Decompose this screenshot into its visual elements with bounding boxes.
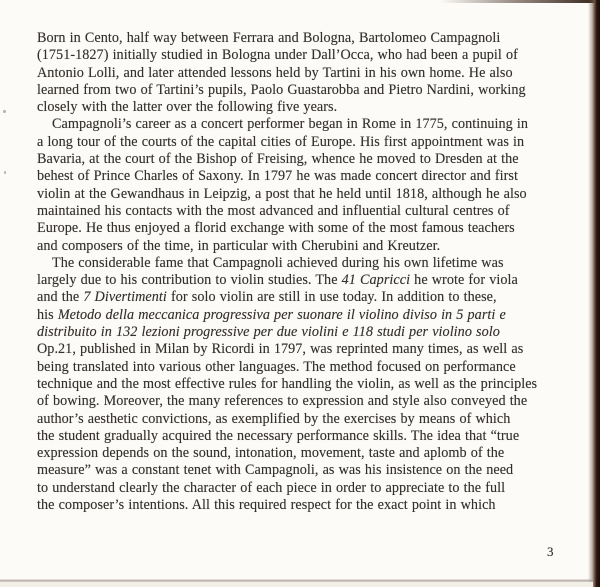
italic-text-segment: distribuito in 132 lezioni progressive per due violini e 118 studi per violino solo bbox=[37, 324, 500, 341]
text-segment: largely due to his contribution to violin studies. The bbox=[37, 272, 342, 289]
text-segment: maintained his contacts with the most advanced and influential cultural centres of bbox=[37, 202, 510, 219]
text-line bbox=[37, 359, 577, 376]
text-segment: being translated into various other languages. The method focused on performance bbox=[37, 358, 516, 375]
text-line bbox=[37, 480, 577, 497]
scan-edge-top bbox=[440, 0, 600, 3]
text-segment: for solo violin are still in use today. In addition to these, bbox=[166, 289, 497, 306]
text-segment: and composers of the time, in particular with Cherubini and Kreutzer. bbox=[37, 237, 441, 254]
text-line bbox=[37, 186, 577, 203]
text-line bbox=[37, 168, 577, 185]
text-line bbox=[37, 99, 577, 116]
text-line bbox=[37, 497, 577, 514]
text-segment: Campagnoli’s career as a concert performer began in Rome in 1775, continuing in bbox=[52, 116, 529, 133]
text-segment: (1751-1827) initially studied in Bologna under Dall’Occa, who had been a pupil of bbox=[37, 47, 518, 64]
scan-edge-bottom-band bbox=[0, 582, 593, 587]
text-line bbox=[37, 238, 577, 255]
text-line bbox=[37, 307, 577, 324]
paragraph bbox=[37, 116, 577, 254]
text-segment: and the bbox=[37, 289, 84, 306]
text-line bbox=[37, 445, 577, 462]
paragraph bbox=[37, 255, 577, 514]
text-segment: closely with the latter over the following five years. bbox=[37, 99, 338, 116]
dust-speck bbox=[3, 110, 6, 113]
text-line bbox=[37, 30, 577, 47]
text-segment: Europe. He thus enjoyed a florid exchange with some of the most famous teachers bbox=[37, 220, 515, 237]
text-segment: technique and the most effective rules for handling the violin, as well as the principles bbox=[37, 375, 538, 392]
text-segment: of bowing. Moreover, the many references to expression and style also conveyed the bbox=[37, 393, 528, 410]
text-segment: measure” was a constant tenet with Campagnoli, as was his insistence on the need bbox=[37, 462, 514, 479]
text-line bbox=[37, 428, 577, 445]
text-segment: Bavaria, at the court of the Bishop of Freising, whence he moved to Dresden at the bbox=[37, 151, 519, 168]
text-segment: expression depends on the sound, intonation, movement, taste and aplomb of the bbox=[37, 445, 505, 462]
text-segment: author’s aesthetic convictions, as exemplified by the exercises by means of which bbox=[37, 410, 511, 427]
page-number: 3 bbox=[547, 544, 554, 559]
text-line bbox=[37, 376, 577, 393]
text-line bbox=[37, 116, 577, 133]
text-segment: The considerable fame that Campagnoli achieved during his own lifetime was bbox=[52, 254, 504, 271]
dust-speck bbox=[4, 171, 6, 174]
text-line bbox=[37, 393, 577, 410]
text-line bbox=[37, 324, 577, 341]
text-line bbox=[37, 47, 577, 64]
text-line bbox=[37, 134, 577, 151]
scan-edge-right bbox=[588, 0, 600, 587]
text-segment: Op.21, published in Milan by Ricordi in 1797, was reprinted many times, as well as bbox=[37, 341, 524, 358]
text-line bbox=[37, 272, 577, 289]
text-segment: violin at the Gewandhaus in Leipzig, a post that he held until 1818, although he also bbox=[37, 185, 527, 202]
italic-text-segment: Metodo della meccanica progressiva per suonare il violino diviso in 5 parti e bbox=[57, 306, 506, 323]
text-block bbox=[37, 30, 577, 514]
text-line bbox=[37, 203, 577, 220]
paragraph bbox=[37, 30, 577, 116]
text-segment: learned from two of Tartini’s pupils, Paolo Guastarobba and Pietro Nardini, working bbox=[37, 81, 526, 98]
text-segment: a long tour of the courts of the capital cities of Europe. His first appointment was in bbox=[37, 133, 525, 150]
text-segment: the composer’s intentions. All this required respect for the exact point in which bbox=[37, 497, 496, 514]
text-line bbox=[37, 411, 577, 428]
text-segment: the student gradually acquired the necessary performance skills. The idea that “true bbox=[37, 427, 520, 444]
text-line bbox=[37, 289, 577, 306]
text-segment: Antonio Lolli, and later attended lessons held by Tartini in his own home. He also bbox=[37, 64, 513, 81]
text-segment: his bbox=[37, 306, 58, 323]
italic-text-segment: 7 Divertimenti bbox=[83, 289, 167, 306]
text-segment: he wrote for viola bbox=[410, 272, 518, 289]
text-line bbox=[37, 220, 577, 237]
text-segment: to understand clearly the character of each piece in order to appreciate to the full bbox=[37, 479, 506, 496]
text-line bbox=[37, 151, 577, 168]
text-line bbox=[37, 82, 577, 99]
text-segment: behest of Prince Charles of Saxony. In 1797 he was made concert director and first bbox=[37, 168, 518, 185]
text-segment: Born in Cento, half way between Ferrara and Bologna, Bartolomeo Campagnoli bbox=[37, 30, 501, 46]
text-line bbox=[37, 65, 577, 82]
text-line bbox=[37, 462, 577, 479]
text-line bbox=[37, 255, 577, 272]
text-line bbox=[37, 341, 577, 358]
italic-text-segment: 41 Capricci bbox=[341, 272, 411, 289]
